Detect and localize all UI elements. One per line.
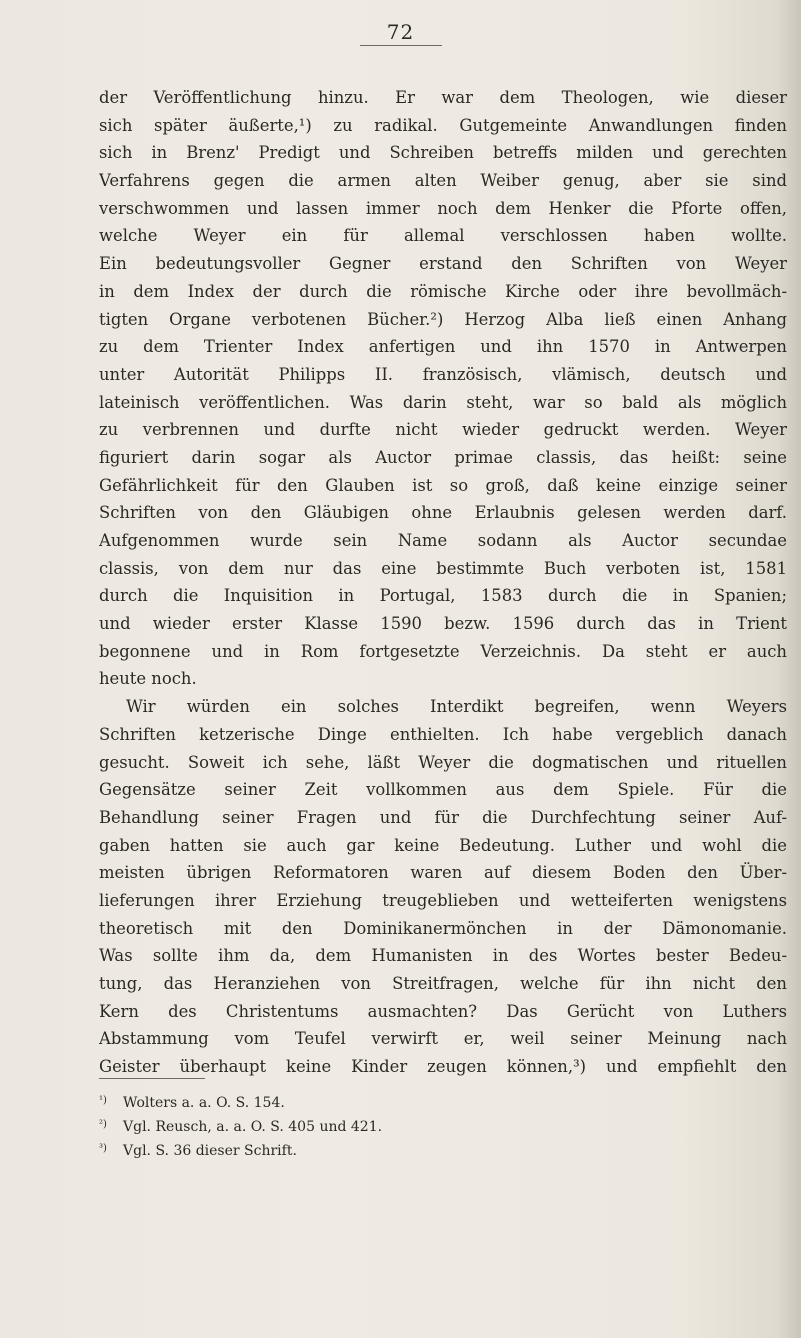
footnote-mark: ³) (99, 1143, 107, 1154)
text-line: zu verbrennen und durfte nicht wieder gedruckt werden. Weyer (99, 420, 787, 440)
text-line: meisten übrigen Reformatoren waren auf diesem Boden den Über- (99, 863, 787, 883)
footnote-rule (99, 1078, 205, 1079)
text-line: Ein bedeutungsvoller Gegner erstand den Schriften von Weyer (99, 254, 787, 274)
text-line: gesucht. Soweit ich sehe, läßt Weyer die dogmatischen und rituellen (99, 752, 787, 772)
text-line: sich in Brenz' Predigt und Schreiben betreffs milden und gerechten (99, 143, 787, 163)
text-line: Geister überhaupt keine Kinder zeugen können,³) und empfiehlt den (99, 1057, 787, 1077)
text-line: Aufgenommen wurde sein Name sodann als Auctor secundae (99, 531, 787, 550)
text-line: tung, das Heranziehen von Streitfragen, welche für ihn nicht den (99, 974, 787, 993)
footnotes (99, 1089, 699, 1161)
text-line: der Veröffentlichung hinzu. Er war dem Theologen, wie dieser (99, 88, 787, 107)
text-line: gaben hatten sie auch gar keine Bedeutung. Luther und wohl die (99, 835, 787, 855)
page-number: 72 (386, 20, 415, 44)
text-line: Wir würden ein solches Interdikt begreifen, wenn Weyers (126, 697, 787, 717)
text-line: begonnene und in Rom fortgesetzte Verzeichnis. Da steht er auch (99, 641, 787, 661)
text-line: welche Weyer ein für allemal verschlossen haben wollte. (99, 226, 787, 246)
footnote-mark: ²) (99, 1119, 107, 1130)
paragraph (99, 693, 787, 1081)
text-line: Schriften ketzerische Dinge enthielten. Ich habe vergeblich danach (99, 724, 787, 744)
text-line: heute noch. (99, 669, 197, 689)
text-line: zu dem Trienter Index anfertigen und ihn 1570 in Antwerpen (99, 337, 787, 357)
text-line: Gefährlichkeit für den Glauben ist so groß, daß keine einzige seiner (99, 475, 787, 495)
footnote (99, 1113, 699, 1137)
text-line: classis, von dem nur das eine bestimmte Buch verboten ist, 1581 (99, 558, 787, 578)
text-line: in dem Index der durch die römische Kirche oder ihre bevollmäch- (99, 281, 787, 301)
text-line: Behandlung seiner Fragen und für die Durchfechtung seiner Auf- (99, 807, 787, 827)
text-line: und wieder erster Klasse 1590 bezw. 1596 durch das in Trient (99, 614, 787, 634)
footnote (99, 1089, 699, 1113)
header-rule (360, 45, 442, 46)
text-line: Schriften von den Gläubigen ohne Erlaubnis gelesen werden darf. (99, 503, 787, 523)
text-line: theoretisch mit den Dominikanermönchen in der Dämonomanie. (99, 918, 787, 938)
body-text (99, 84, 787, 1081)
text-line: Abstammung vom Teufel verwirft er, weil seiner Meinung nach (99, 1029, 787, 1049)
text-line: Kern des Christentums ausmachten? Das Gerücht von Luthers (99, 1001, 787, 1021)
text-line: lateinisch veröffentlichen. Was darin steht, war so bald als möglich (99, 392, 787, 412)
text-line: Gegensätze seiner Zeit vollkommen aus dem Spiele. Für die (99, 780, 787, 800)
text-line: figuriert darin sogar als Auctor primae classis, das heißt: seine (99, 447, 787, 467)
footnote-text: Vgl. Reusch, a. a. O. S. 405 und 421. (123, 1119, 383, 1135)
text-line: tigten Organe verbotenen Bücher.²) Herzog Alba ließ einen Anhang (99, 309, 787, 329)
footnote-text: Vgl. S. 36 dieser Schrift. (123, 1143, 297, 1159)
text-line: durch die Inquisition in Portugal, 1583 durch die in Spanien; (99, 586, 787, 606)
text-line: lieferungen ihrer Erziehung treugeblieben und wetteiferten wenigstens (99, 890, 787, 910)
text-line: Was sollte ihm da, dem Humanisten in des Wortes bester Bedeu- (99, 946, 787, 966)
footnote (99, 1137, 699, 1161)
paragraph (99, 84, 787, 693)
footnote-text: Wolters a. a. O. S. 154. (123, 1095, 285, 1111)
footnote-mark: ¹) (99, 1095, 107, 1106)
text-line: verschwommen und lassen immer noch dem Henker die Pforte offen, (99, 198, 787, 218)
text-line: Verfahrens gegen die armen alten Weiber genug, aber sie sind (99, 171, 787, 191)
text-line: sich später äußerte,¹) zu radikal. Gutgemeinte Anwandlungen finden (99, 115, 787, 135)
text-line: unter Autorität Philipps II. französisch, vlämisch, deutsch und (99, 364, 787, 384)
